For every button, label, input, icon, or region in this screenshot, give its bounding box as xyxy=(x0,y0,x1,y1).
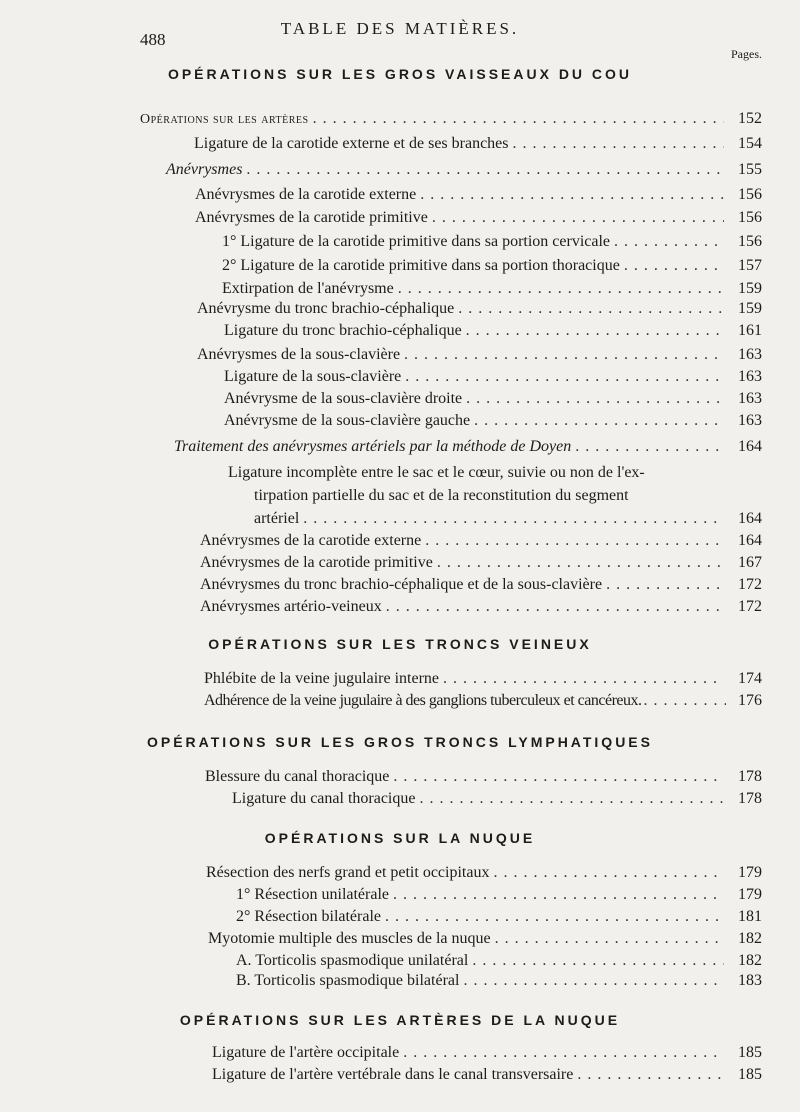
entry-label: Anévrysme du tronc brachio-céphalique xyxy=(197,300,455,317)
entry-label: Anévrysmes du tronc brachio-céphalique et de la sous-clavière xyxy=(200,576,603,593)
entry-label: Anévrysmes de la carotide primitive xyxy=(200,554,433,571)
entry-page: 185 xyxy=(738,1044,762,1061)
toc-entry xyxy=(236,884,762,906)
entry-label: Ligature de l'artère vertébrale dans le canal transversaire xyxy=(212,1066,574,1083)
entry-label: Anévrysmes de la carotide externe xyxy=(195,186,417,203)
entry-label: 2° Ligature de la carotide primitive dans sa portion thoracique xyxy=(222,257,620,274)
continuation-line: tirpation partielle du sac et de la reconstitution du segment xyxy=(254,487,629,504)
entry-page: 155 xyxy=(738,161,762,178)
toc-entry xyxy=(140,108,762,130)
entry-label: Ligature de la sous-clavière xyxy=(224,368,402,385)
toc-entry xyxy=(200,596,762,618)
entry-page: 161 xyxy=(738,322,762,339)
entry-label: Anévrysme de la sous-clavière gauche xyxy=(224,412,471,429)
toc-entry xyxy=(174,436,762,458)
entry-label: 2° Résection bilatérale xyxy=(236,908,382,925)
toc-entry xyxy=(197,298,762,320)
entry-page: 163 xyxy=(738,390,762,407)
entry-page: 185 xyxy=(738,1066,762,1083)
entry-label: Myotomie multiple des muscles de la nuque xyxy=(208,930,491,947)
toc-entry xyxy=(194,133,762,155)
entry-label: Anévrysmes de la sous-clavière xyxy=(197,346,401,363)
entry-label: Adhérence de la veine jugulaire à des ganglions tuberculeux et cancéreux. xyxy=(204,692,642,709)
toc-entry xyxy=(224,320,762,342)
entry-label: Blessure du canal thoracique xyxy=(205,768,390,785)
toc-entry xyxy=(236,970,762,992)
entry-label: Anévrysmes de la carotide externe xyxy=(200,532,422,549)
toc-entry xyxy=(222,278,762,300)
entry-page: 163 xyxy=(738,412,762,429)
section-heading: OPÉRATIONS SUR LA NUQUE xyxy=(264,830,536,846)
entry-label: artériel xyxy=(254,510,300,527)
running-title: TABLE DES MATIÈRES. xyxy=(280,19,520,38)
section-heading: OPÉRATIONS SUR LES TRONCS VEINEUX xyxy=(208,636,592,652)
entry-label: Ligature du canal thoracique xyxy=(232,790,416,807)
section-heading: OPÉRATIONS SUR LES ARTÈRES DE LA NUQUE xyxy=(179,1012,621,1028)
entry-label: Anévrysmes xyxy=(166,161,243,178)
entry-page: 156 xyxy=(738,209,762,226)
entry-page: 179 xyxy=(738,864,762,881)
entry-label: A. Torticolis spasmodique unilatéral xyxy=(236,952,469,969)
entry-label: Opérations sur les artères xyxy=(140,112,309,127)
entry-label: Phlébite de la veine jugulaire interne xyxy=(204,670,440,687)
entry-page: 167 xyxy=(738,554,762,571)
continuation-line: Ligature incomplète entre le sac et le cœur, suivie ou non de l'ex- xyxy=(228,464,645,481)
toc-entry xyxy=(224,388,762,410)
entry-label: Ligature de la carotide externe et de ses branches xyxy=(194,135,509,152)
entry-label: Anévrysme de la sous-clavière droite xyxy=(224,390,463,407)
entry-page: 174 xyxy=(738,670,762,687)
entry-page: 159 xyxy=(738,300,762,317)
toc-entry xyxy=(204,690,762,712)
toc-entry xyxy=(206,862,762,884)
toc-entry xyxy=(212,1064,762,1086)
entry-label: Anévrysmes de la carotide primitive xyxy=(195,209,428,226)
toc-entry xyxy=(205,766,762,788)
entry-page: 163 xyxy=(738,368,762,385)
toc-entry xyxy=(212,1042,762,1064)
entry-page: 183 xyxy=(738,972,762,989)
entry-page: 178 xyxy=(738,790,762,807)
toc-entry xyxy=(166,159,762,181)
entry-page: 156 xyxy=(738,186,762,203)
toc-entry xyxy=(222,231,762,253)
entry-page: 182 xyxy=(738,930,762,947)
entry-label: B. Torticolis spasmodique bilatéral xyxy=(236,972,460,989)
toc-entry xyxy=(195,184,762,206)
entry-page: 182 xyxy=(738,952,762,969)
entry-page: 172 xyxy=(738,598,762,615)
entry-page: 172 xyxy=(738,576,762,593)
toc-entry xyxy=(200,552,762,574)
entry-label: Traitement des anévrysmes artériels par la méthode de Doyen xyxy=(174,438,572,455)
entry-label: Anévrysmes artério-veineux xyxy=(200,598,382,615)
toc-entry xyxy=(195,207,762,229)
toc-entry xyxy=(236,950,762,972)
entry-label: Ligature du tronc brachio-céphalique xyxy=(224,322,462,339)
entry-page: 176 xyxy=(738,692,762,709)
toc-entry xyxy=(197,344,762,366)
entry-page: 178 xyxy=(738,768,762,785)
entry-label: Extirpation de l'anévrysme xyxy=(222,280,394,297)
toc-entry xyxy=(208,928,762,950)
entry-page: 164 xyxy=(738,532,762,549)
toc-entry xyxy=(236,906,762,928)
entry-page: 156 xyxy=(738,233,762,250)
toc-entry xyxy=(204,668,762,690)
pages-column-label: Pages. xyxy=(731,47,762,61)
entry-page: 164 xyxy=(738,438,762,455)
entry-label: Résection des nerfs grand et petit occipitaux xyxy=(206,864,490,881)
toc-entry xyxy=(232,788,762,810)
entry-page: 163 xyxy=(738,346,762,363)
toc-entry xyxy=(254,508,762,530)
toc-entry xyxy=(200,530,762,552)
toc-entry xyxy=(222,255,762,277)
page-number: 488 xyxy=(140,30,166,49)
entry-label: 1° Résection unilatérale xyxy=(236,886,390,903)
toc-entry xyxy=(224,366,762,388)
entry-page: 157 xyxy=(738,257,762,274)
section-heading: OPÉRATIONS SUR LES GROS VAISSEAUX DU COU xyxy=(167,66,633,82)
entry-page: 154 xyxy=(738,135,762,152)
toc-entry xyxy=(224,410,762,432)
entry-page: 152 xyxy=(738,110,762,127)
entry-page: 164 xyxy=(738,510,762,527)
entry-label: Ligature de l'artère occipitale xyxy=(212,1044,400,1061)
entry-page: 159 xyxy=(738,280,762,297)
toc-entry xyxy=(200,574,762,596)
section-heading: OPÉRATIONS SUR LES GROS TRONCS LYMPHATIQUES xyxy=(146,734,653,750)
entry-page: 179 xyxy=(738,886,762,903)
entry-label: 1° Ligature de la carotide primitive dans sa portion cervicale xyxy=(222,233,611,250)
entry-page: 181 xyxy=(738,908,762,925)
